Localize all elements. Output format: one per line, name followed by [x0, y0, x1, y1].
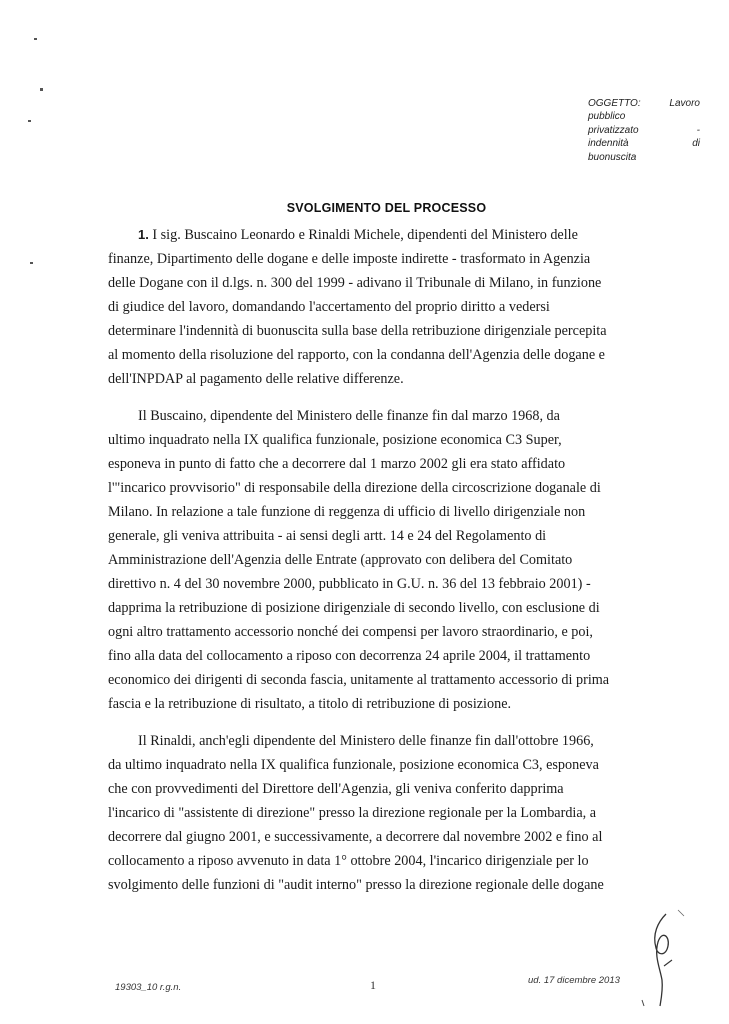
text-line-content: fascia e la retribuzione di risultato, a titolo di retribuzione di posizione.	[108, 696, 512, 712]
text-line-content: ultimo inquadrato nella IX qualifica funzionale, posizione economica C3 Super,	[108, 432, 562, 448]
handwritten-signature	[638, 908, 688, 1008]
subject-word: Lavoro	[669, 98, 700, 109]
subject-word: privatizzato	[588, 124, 639, 136]
text-line-content: determinare l'indennità di buonuscita sulla base della retribuzione dirigenziale percepita	[108, 323, 607, 339]
text-line	[108, 825, 636, 849]
subject-word: pubblico	[588, 111, 626, 123]
text-line-content: svolgimento delle funzioni di "audit interno" presso la direzione regionale delle dogane	[108, 877, 604, 893]
text-line	[108, 500, 636, 524]
docket-number: 19303_10 r.g.n.	[115, 982, 182, 993]
text-line	[108, 729, 636, 753]
text-line	[108, 668, 636, 692]
subject-line	[588, 151, 700, 164]
page-number: 1	[370, 978, 376, 992]
text-line	[108, 692, 636, 716]
paragraph	[108, 223, 636, 391]
scan-speck	[40, 88, 43, 91]
text-line-content: l'incarico di "assistente di direzione" presso la direzione regionale per la Lombardia, a	[108, 805, 597, 821]
text-line-content: collocamento a riposo avvenuto in data 1° ottobre 2004, l'incarico dirigenziale per lo	[108, 853, 589, 869]
subject-line	[588, 97, 700, 110]
text-line	[108, 295, 636, 319]
text-line	[108, 572, 636, 596]
text-line	[108, 620, 636, 644]
text-line	[108, 271, 636, 295]
text-line	[108, 777, 636, 801]
text-line-content: al momento della risoluzione del rapporto, con la condanna dell'Agenzia delle dogane e	[108, 347, 605, 363]
text-line-content: direttivo n. 4 del 30 novembre 2000, pubblicato in G.U. n. 36 del 13 febbraio 2001) -	[108, 576, 591, 592]
text-line-content: dell'INPDAP al pagamento delle relative differenze.	[108, 371, 404, 387]
text-line-content: da ultimo inquadrato nella IX qualifica funzionale, posizione economica C3, esponeva	[108, 757, 599, 773]
text-line-content: Il Buscaino, dipendente del Ministero delle finanze fin dal marzo 1968, da	[138, 408, 560, 424]
subject-word: indennità	[588, 138, 629, 150]
text-line	[108, 524, 636, 548]
text-line	[108, 452, 636, 476]
text-line-content: Milano. In relazione a tale funzione di reggenza di ufficio di livello dirigenziale non	[108, 504, 586, 520]
text-line-content: decorrere dal giugno 2001, e successivamente, a decorrere dal novembre 2002 e fino al	[108, 829, 603, 845]
text-line-content: generale, gli veniva attribuita - ai sensi degli artt. 14 e 24 del Regolamento di	[108, 528, 547, 544]
subject-line	[588, 137, 700, 150]
subject-word: OGGETTO:	[588, 98, 641, 109]
paragraph-number: 1.	[138, 227, 149, 242]
text-line	[108, 404, 636, 428]
text-line	[108, 849, 636, 873]
subject-word: buonuscita	[588, 151, 637, 163]
text-line	[108, 873, 636, 897]
subject-line	[588, 124, 700, 137]
subject-word: -	[696, 124, 700, 136]
text-line	[108, 596, 636, 620]
body-text	[108, 223, 636, 897]
hearing-date: ud. 17 dicembre 2013	[528, 975, 620, 986]
scan-speck	[30, 262, 33, 264]
text-line	[108, 319, 636, 343]
text-line	[108, 223, 636, 247]
subject-line	[588, 110, 700, 123]
paragraph-gap	[108, 716, 636, 729]
text-line	[108, 247, 636, 271]
section-heading	[0, 201, 729, 215]
text-line	[108, 428, 636, 452]
text-line-content: l'"incarico provvisorio" di responsabile della direzione della circoscrizione doganale di	[108, 480, 601, 496]
paragraph	[108, 404, 636, 716]
subject-word: di	[692, 138, 700, 150]
text-line-content: Amministrazione dell'Agenzia delle Entrate (approvato con delibera del Comitato	[108, 552, 573, 568]
text-line	[108, 548, 636, 572]
text-line	[108, 644, 636, 668]
text-line	[108, 367, 636, 391]
text-line-content: fino alla data del collocamento a riposo con decorrenza 24 aprile 2004, il trattamento	[108, 648, 591, 664]
text-line-content: economico dei dirigenti di seconda fascia, unitamente al trattamento accessorio di prima	[108, 672, 610, 688]
paragraph-gap	[108, 391, 636, 404]
scan-speck	[28, 120, 31, 122]
text-line-content: finanze, Dipartimento delle dogane e delle imposte indirette - trasformato in Agenzia	[108, 251, 591, 267]
text-line-content: di giudice del lavoro, domandando l'accertamento del proprio diritto a vedersi	[108, 299, 550, 315]
text-line	[108, 753, 636, 777]
text-line-content: che con provvedimenti del Direttore dell'Agenzia, gli veniva conferito dapprima	[108, 781, 564, 797]
scan-speck	[34, 38, 37, 40]
text-line-content: esponeva in punto di fatto che a decorrere dal 1 marzo 2002 gli era stato affidato	[108, 456, 566, 472]
subject-box	[588, 97, 700, 164]
text-line	[108, 343, 636, 367]
text-line	[108, 801, 636, 825]
text-line-content: dapprima la retribuzione di posizione dirigenziale di secondo livello, con esclusione di	[108, 600, 600, 616]
text-line-content: I sig. Buscaino Leonardo e Rinaldi Michele, dipendenti del Ministero delle	[148, 227, 578, 243]
text-line-content: delle Dogane con il d.lgs. n. 300 del 1999 - adivano il Tribunale di Milano, in funzione	[108, 275, 602, 291]
text-line-content: ogni altro trattamento accessorio nonché dei compensi per lavoro straordinario, e poi,	[108, 624, 593, 640]
text-line-content: Il Rinaldi, anch'egli dipendente del Ministero delle finanze fin dall'ottobre 1966,	[138, 733, 594, 749]
paragraph	[108, 729, 636, 897]
text-line	[108, 476, 636, 500]
section-heading-text: SVOLGIMENTO DEL PROCESSO	[286, 201, 487, 215]
